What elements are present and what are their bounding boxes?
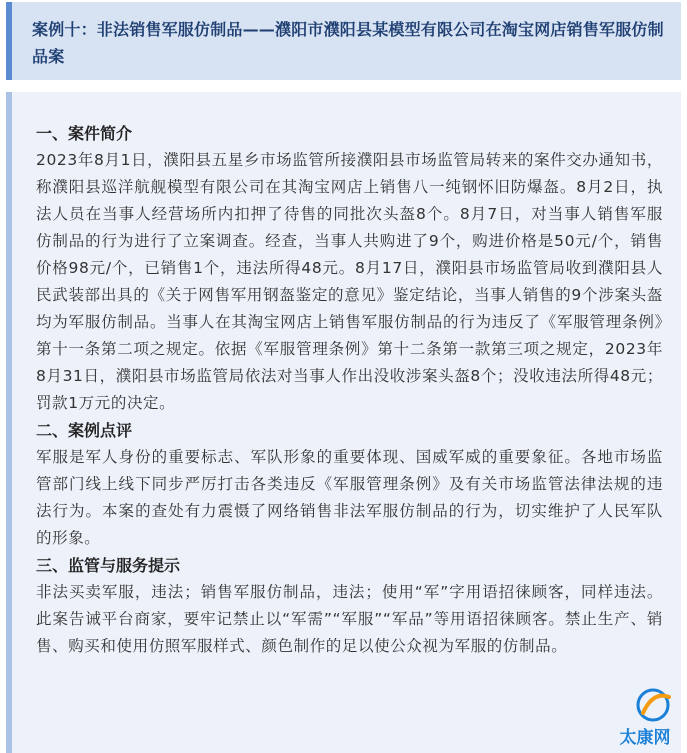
taikang-watermark-logo bbox=[607, 683, 683, 749]
section-heading: 二、案例点评 bbox=[36, 421, 133, 440]
section-body: 2023年8月1日，濮阳县五星乡市场监管所接濮阳县市场监管局转来的案件交办通知书，称濮阳县巡洋航舰模型有限公司在其淘宝网店上销售八一纯钢怀旧防爆盔。8月2日，执法人员在当事人经营场所内扣押了待售的同批次头盔8个。8月7日，对当事人销售军服仿制品的行为进行了立案调查。经查，当事人共购进了9个，购进价格是50元/个，销售价格98元/个，已销售1个，违法所得48元。8月17日，濮阳县市场监管局收到濮阳县人民武装部出具的《关于网售军用钢盔鉴定的意见》鉴定结论，当事人销售的9个涉案头盔均为军服仿制品。当事人在其淘宝网店上销售军服仿制品的行为违反了《军服管理条例》第十一条第二项之规定。依据《军服管理条例》第十二条第一款第三项之规定，2023年8月31日，濮阳县市场监管局依法对当事人作出没收涉案头盔8个；没收违法所得48元；罚款1万元的决定。 bbox=[36, 151, 663, 412]
section-heading: 一、案件简介 bbox=[36, 124, 133, 143]
section-body: 军服是军人身份的重要标志、军队形象的重要体现、国威军威的重要象征。各地市场监管部门线上线下同步严厉打击各类违反《军服管理条例》及有关市场监管法律法规的违法行为。本案的查处有力震慑了网络销售非法军服仿制品的行为，切实维护了人民军队的形象。 bbox=[36, 448, 663, 547]
section-regulatory-tips bbox=[36, 552, 663, 660]
case-content bbox=[6, 92, 681, 753]
case-title-banner bbox=[6, 2, 681, 80]
watermark-text: 太康网 bbox=[619, 728, 671, 748]
section-body: 非法买卖军服，违法；销售军服仿制品，违法；使用“军”字用语招徕顾客，同样违法。此案告诫平台商家，要牢记禁止以“军需”“军服”“军品”等用语招徕顾客。禁止生产、销售、购买和使用仿照军服样式、颜色制作的足以使公众视为军服的仿制品。 bbox=[36, 583, 663, 655]
section-case-summary bbox=[36, 120, 663, 417]
section-case-commentary bbox=[36, 417, 663, 552]
section-heading: 三、监管与服务提示 bbox=[36, 556, 181, 575]
case-title: 案例十：非法销售军服仿制品——濮阳市濮阳县某模型有限公司在淘宝网店销售军服仿制品案 bbox=[32, 20, 664, 66]
